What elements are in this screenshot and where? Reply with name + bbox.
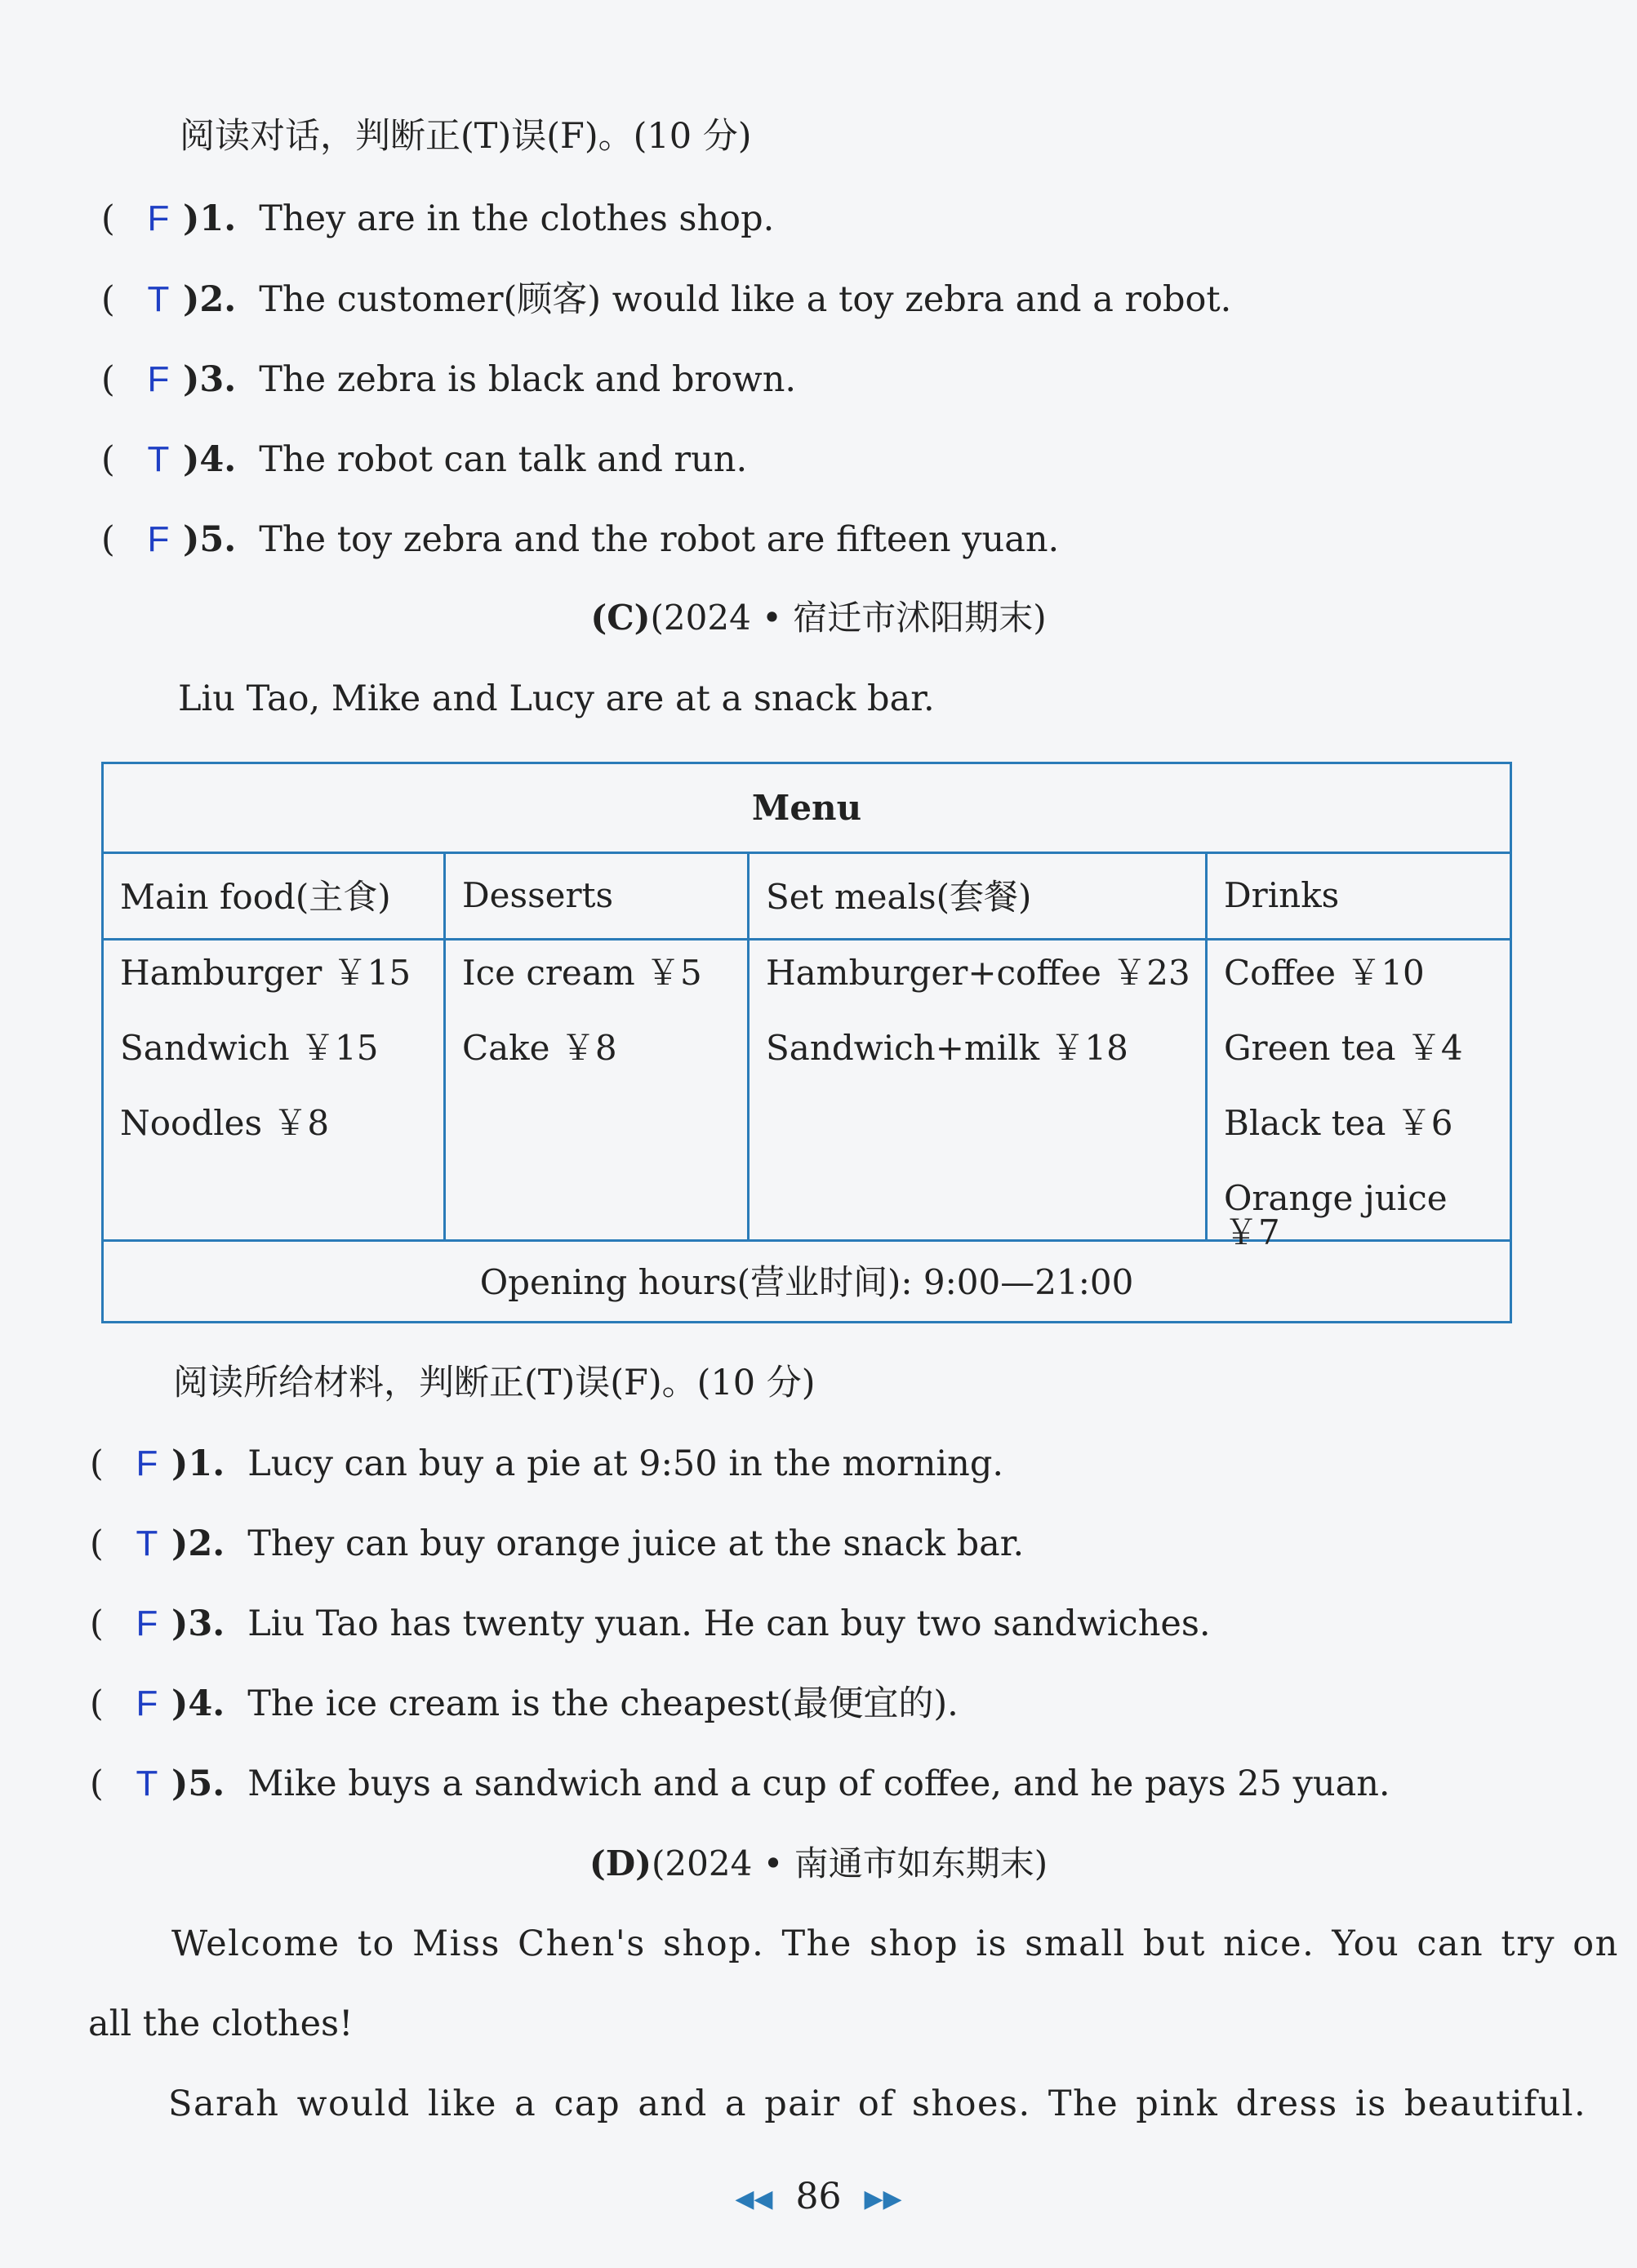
answer: F [136,1443,158,1483]
menu-column-set-meals [750,938,1208,1239]
answer: T [147,439,170,479]
answer: T [147,279,170,319]
menu-column-drinks [1208,938,1510,1252]
menu-column-desserts [446,938,750,1239]
section-c-instruction: 阅读所给材料，判断正(T)误(F)。(10 分) [173,1363,816,1403]
question-c3: ( F )3. Liu Tao has twenty yuan. He can buy two sandwiches. [90,1603,1211,1644]
section-d-paragraph-line: Sarah would like a cap and a pair of shoes. The pink dress is beautiful. [168,2083,1587,2124]
menu-items-row [104,938,1510,1252]
menu-item: Orange juice ￥7 [1224,1178,1448,1252]
answer: T [136,1763,158,1803]
answer: F [136,1683,158,1723]
section-d-paragraph-line: all the clothes! [88,2003,354,2044]
menu-item: Coffee ￥10 [1224,953,1425,993]
menu-item: Hamburger ￥15 [120,953,411,993]
question-c5: ( T )5. Mike buys a sandwich and a cup of coffee, and he pays 25 yuan. [90,1763,1390,1804]
answer: T [136,1523,158,1563]
menu-item: Ice cream ￥5 [462,953,702,993]
menu-table [101,762,1512,1323]
question-b4: ( T )4. The robot can talk and run. [101,438,748,480]
menu-header-desserts: Desserts [446,852,750,938]
menu-item: Black tea ￥6 [1224,1103,1453,1143]
menu-item: Noodles ￥8 [120,1103,330,1143]
answer: F [147,359,170,399]
section-c-intro: Liu Tao, Mike and Lucy are at a snack bar. [178,678,935,719]
menu-item: Sandwich+milk ￥18 [766,1028,1128,1068]
answer: F [147,519,170,559]
answer: F [147,198,170,238]
menu-header-set-meals: Set meals(套餐) [750,852,1208,938]
menu-item: Hamburger+coffee ￥23 [766,953,1190,993]
section-d-heading: (D)(2024 • 南通市如东期末) [589,1843,1048,1883]
menu-header-drinks: Drinks [1224,874,1340,915]
question-b2: ( T )2. The customer(顾客) would like a toy zebra and a robot. [101,278,1232,320]
question-b5: ( F )5. The toy zebra and the robot are fifteen yuan. [101,518,1060,560]
menu-opening-hours: Opening hours(营业时间): 9:00—21:00 [479,1262,1134,1302]
menu-header-row [104,852,1510,941]
question-b1: ( F )1. They are in the clothes shop. [101,198,775,239]
menu-item: Cake ￥8 [462,1028,617,1068]
question-b3: ( F )3. The zebra is black and brown. [101,358,797,400]
menu-item: Sandwich ￥15 [120,1028,379,1068]
question-c1: ( F )1. Lucy can buy a pie at 9:50 in the morning. [90,1443,1004,1484]
menu-item: Green tea ￥4 [1224,1028,1463,1068]
double-right-arrow-icon: ▶▶ [864,2185,902,2213]
page-footer [0,2176,1637,2217]
section-c-heading: (C)(2024 • 宿迁市沭阳期末) [590,598,1047,638]
double-left-arrow-icon: ◀◀ [735,2185,773,2213]
question-c4: ( F )4. The ice cream is the cheapest(最便宜的). [90,1683,959,1724]
section-d-paragraph-line: Welcome to Miss Chen's shop. The shop is small but nice. You can try on [171,1923,1619,1964]
section-b-instruction: 阅读对话，判断正(T)误(F)。(10 分) [180,116,752,157]
menu-header-main-food: Main food(主食) [104,852,446,938]
page-number: 86 [795,2176,842,2217]
question-c2: ( T )2. They can buy orange juice at the snack bar. [90,1523,1025,1564]
menu-title: Menu [104,764,1510,854]
answer: F [136,1603,158,1643]
menu-column-main-food [104,938,446,1239]
